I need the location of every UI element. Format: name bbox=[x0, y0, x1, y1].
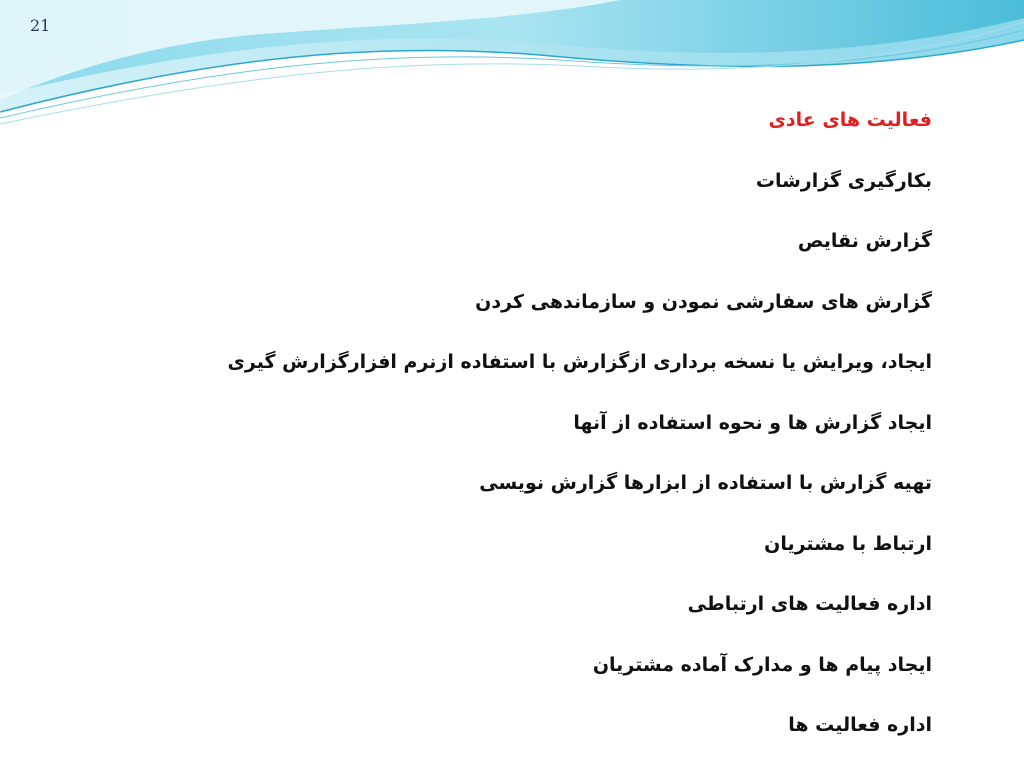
list-item: ارتباط با مشتریان bbox=[764, 532, 932, 555]
list-item: ایجاد گزارش ها و نحوه استفاده از آنها bbox=[573, 411, 932, 434]
list-item: اداره فعالیت های ارتباطی bbox=[687, 593, 932, 615]
slide-number: 21 bbox=[30, 16, 51, 35]
list-item: تهیه گزارش با استفاده از ابزارها گزارش نویسی bbox=[479, 472, 932, 494]
list-item: اداره فعالیت ها bbox=[788, 714, 932, 736]
list-item: ایجاد پیام ها و مدارک آماده مشتریان bbox=[592, 653, 932, 676]
list-item: ایجاد، ویرایش یا نسخه برداری ازگزارش با استفاده ازنرم افزارگزارش گیری bbox=[227, 351, 932, 373]
section-heading: فعالیت های عادی bbox=[768, 109, 932, 131]
list-item: بکارگیری گزارشات bbox=[755, 169, 932, 192]
content-list bbox=[72, 100, 932, 766]
list-item: گزارش های سفارشی نمودن و سازماندهی کردن bbox=[475, 290, 932, 313]
list-item: گزارش نقایص bbox=[797, 230, 932, 252]
